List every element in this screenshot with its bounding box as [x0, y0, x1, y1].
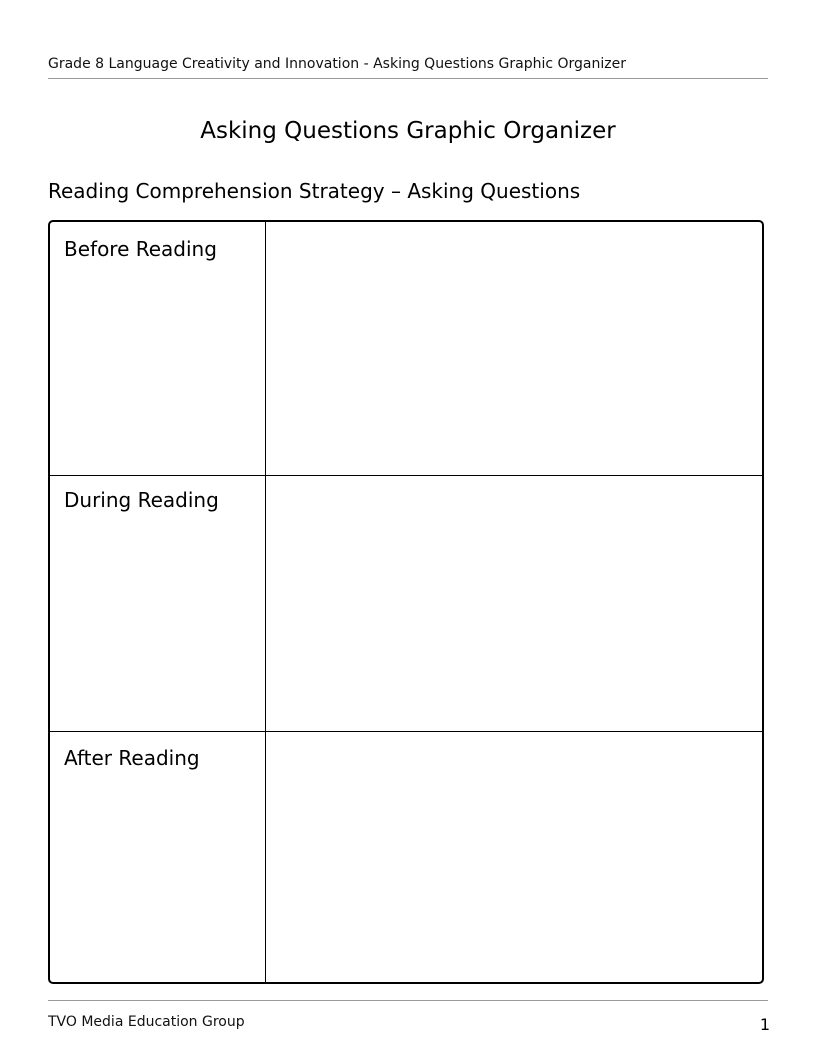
answer-area-during-reading[interactable] [265, 476, 762, 732]
page-title: Asking Questions Graphic Organizer [200, 118, 616, 144]
row-label-after-reading: After Reading [64, 746, 200, 770]
organizer-row-before-reading [50, 222, 762, 475]
footer-divider [48, 1000, 768, 1001]
organizer-row-during-reading [50, 475, 762, 732]
organizer-row-after-reading [50, 731, 762, 983]
header-divider [48, 78, 768, 79]
header-text: Grade 8 Language Creativity and Innovation - Asking Questions Graphic Organizer [48, 56, 626, 72]
answer-area-before-reading[interactable] [265, 222, 762, 475]
page-number: 1 [759, 1015, 770, 1034]
answer-area-after-reading[interactable] [265, 732, 762, 983]
row-label-before-reading: Before Reading [64, 237, 217, 261]
row-label-during-reading: During Reading [64, 488, 219, 512]
footer-organization: TVO Media Education Group [48, 1014, 245, 1030]
graphic-organizer-table [48, 220, 764, 984]
section-heading: Reading Comprehension Strategy – Asking Questions [48, 179, 581, 203]
